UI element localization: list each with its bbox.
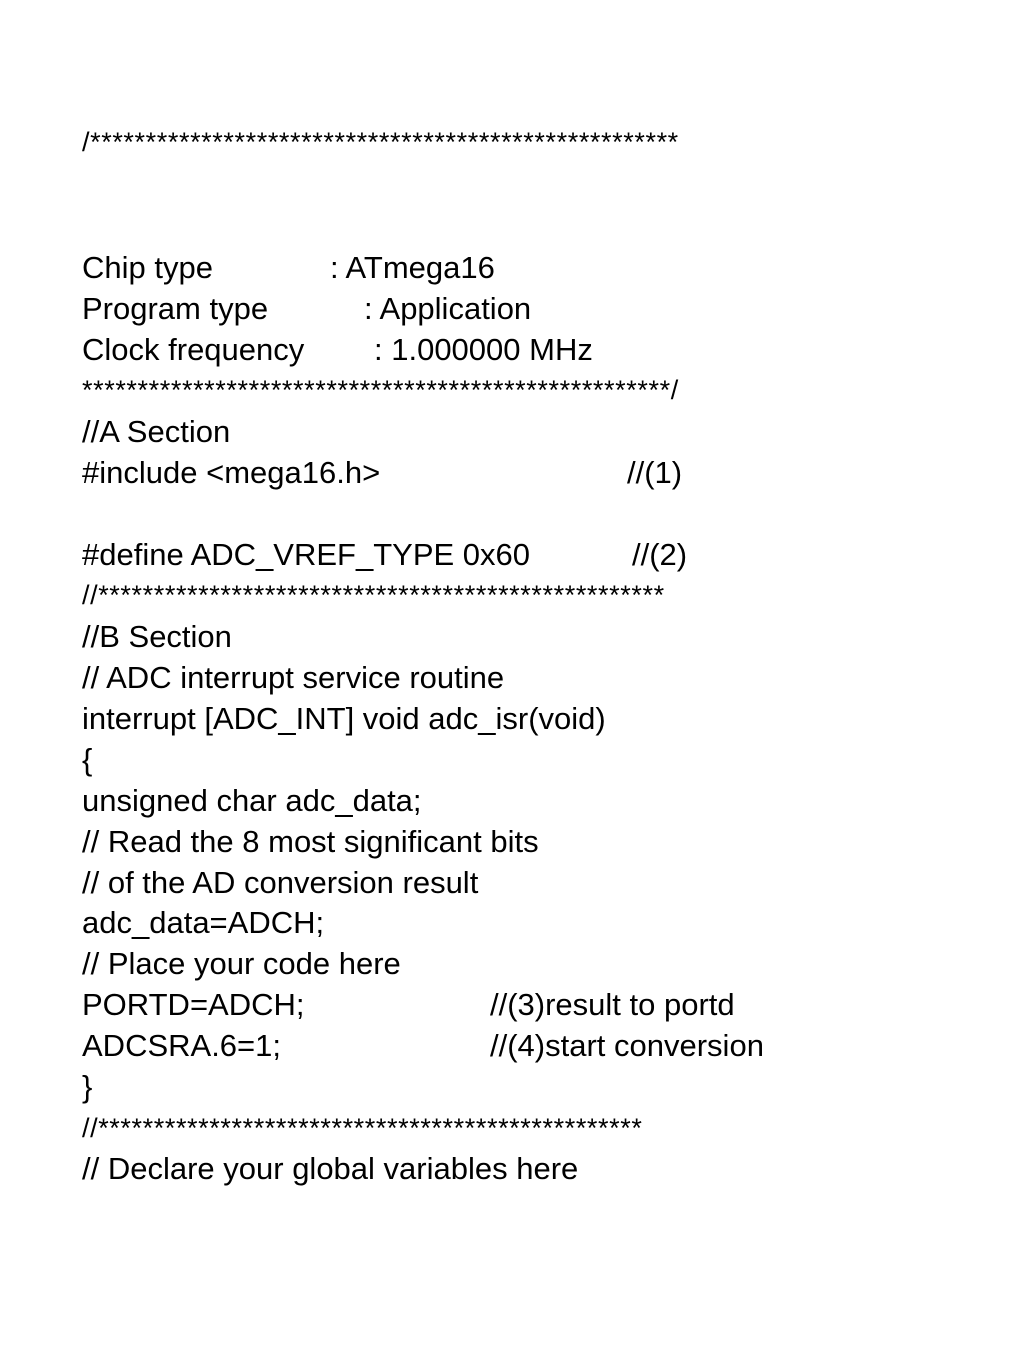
chip-type-line	[82, 248, 782, 288]
adcsra-line	[82, 1026, 802, 1066]
adc-data-assignment: adc_data=ADCH;	[82, 905, 325, 940]
program-type-value: : Application	[364, 291, 532, 326]
chip-type-label: Chip type	[82, 250, 213, 285]
section-a-title: //A Section	[82, 414, 231, 449]
conversion-result-comment: // of the AD conversion result	[82, 865, 479, 900]
chip-type-value: : ATmega16	[330, 250, 495, 285]
clock-frequency-label: Clock frequency	[82, 332, 305, 367]
open-brace: {	[82, 742, 93, 777]
section-a-rule: //***************************************************	[82, 580, 665, 610]
include-line	[82, 453, 782, 493]
adcsra-code: ADCSRA.6=1;	[82, 1028, 282, 1063]
clock-frequency-line	[82, 330, 782, 370]
clock-frequency-value: : 1.000000 MHz	[374, 332, 593, 367]
close-brace: }	[82, 1069, 93, 1104]
include-code: #include <mega16.h>	[82, 455, 381, 490]
place-code-comment: // Place your code here	[82, 946, 401, 981]
header-close-rule: *****************************************************/	[82, 375, 679, 405]
read-bits-comment: // Read the 8 most significant bits	[82, 824, 539, 859]
portd-line	[82, 985, 802, 1025]
define-comment: //(2)	[632, 537, 688, 572]
define-code: #define ADC_VREF_TYPE 0x60	[82, 537, 531, 572]
adcsra-comment: //(4)start conversion	[490, 1028, 764, 1063]
adc-data-declaration: unsigned char adc_data;	[82, 783, 422, 818]
portd-code: PORTD=ADCH;	[82, 987, 305, 1022]
program-type-line	[82, 289, 782, 329]
include-comment: //(1)	[627, 455, 683, 490]
section-b-title: //B Section	[82, 619, 232, 654]
global-variables-comment: // Declare your global variables here	[82, 1151, 579, 1186]
portd-comment: //(3)result to portd	[490, 987, 735, 1022]
isr-comment: // ADC interrupt service routine	[82, 660, 505, 695]
section-b-rule: //*************************************************	[82, 1113, 643, 1143]
header-open-rule: /*****************************************************	[82, 127, 679, 157]
program-type-label: Program type	[82, 291, 269, 326]
isr-signature: interrupt [ADC_INT] void adc_isr(void)	[82, 701, 606, 736]
define-line	[82, 535, 782, 575]
